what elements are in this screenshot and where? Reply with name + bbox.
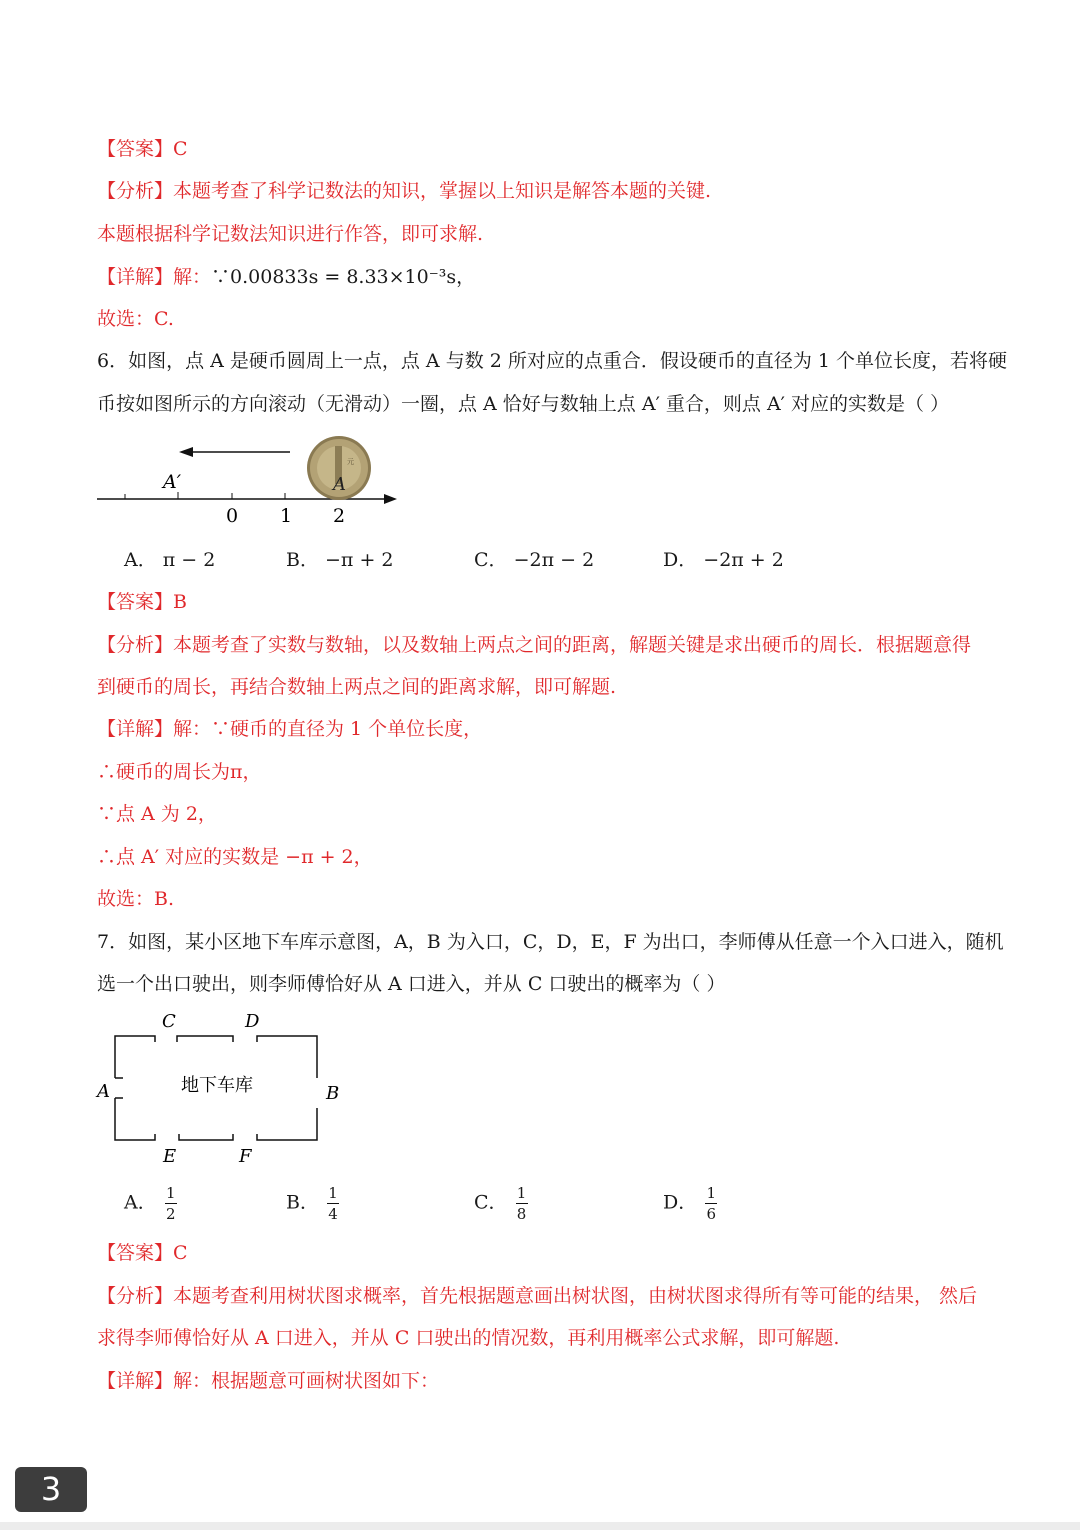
tick-label-0: 0	[226, 505, 239, 527]
q6-choice: 故选：B.	[97, 888, 175, 910]
q7-option-b-letter: B．	[286, 1191, 319, 1214]
numerator: 1	[706, 1184, 716, 1202]
wall-bottom-left	[115, 1098, 155, 1140]
q5-choice: 故选：C.	[97, 308, 174, 330]
q6-stem-line-1: 6．如图，点 A 是硬币圆周上一点，点 A 与数 2 所对应的点重合．假设硬币的直径为 1 个单位长度，若将硬	[97, 350, 1008, 372]
page-number-badge: 3	[15, 1467, 87, 1512]
q6-analysis-2: 到硬币的周长，再结合数轴上两点之间的距离求解，即可解题.	[97, 676, 617, 698]
q6-option-d: D． −2π + 2	[663, 549, 784, 571]
q7-option-c	[474, 1185, 528, 1222]
garage-label: 地下车库	[181, 1075, 253, 1096]
denominator: 2	[165, 1205, 176, 1223]
q7-analysis-2: 求得李师傅恰好从 A 口进入，并从 C 口驶出的情况数，再利用概率公式求解，即可解题.	[97, 1327, 840, 1349]
wall-bottom-right	[257, 1108, 317, 1140]
q6-stem-line-2: 币按如图所示的方向滚动（无滑动）一圈，点 A 恰好与数轴上点 A′ 重合，则点 A′ 对应的实数是（ ）	[97, 393, 950, 415]
exit-f-label: F	[239, 1146, 252, 1167]
q7-option-a-fraction	[165, 1185, 177, 1222]
wall-top-right	[257, 1036, 317, 1078]
svg-text:元: 元	[347, 458, 354, 466]
numerator: 1	[165, 1184, 176, 1202]
q7-option-b	[286, 1185, 339, 1222]
q6-number-line-figure	[95, 430, 405, 530]
exit-c-label: C	[162, 1011, 176, 1032]
q5-detail	[97, 264, 475, 290]
wall-top-left	[115, 1036, 155, 1078]
wall-top-middle	[177, 1036, 233, 1042]
q5-answer: 【答案】C	[97, 138, 188, 160]
wall-bottom-middle	[179, 1134, 233, 1140]
denominator: 6	[706, 1205, 716, 1223]
q7-option-b-fraction	[327, 1185, 339, 1222]
q7-answer: 【答案】C	[97, 1242, 188, 1264]
q7-option-d-letter: D．	[663, 1191, 698, 1214]
q7-option-c-letter: C．	[474, 1191, 508, 1214]
bottom-bar	[0, 1522, 1080, 1530]
q7-stem-line-2: 选一个出口驶出，则李师傅恰好从 A 口进入，并从 C 口驶出的概率为（ ）	[97, 973, 726, 995]
q6-detail-prefix: 【详解】解：	[97, 718, 212, 740]
q6-option-c: C． −2π − 2	[474, 549, 595, 571]
q7-option-a-letter: A．	[124, 1191, 157, 1214]
q7-garage-figure	[95, 1008, 355, 1168]
tick-label-2: 2	[333, 505, 346, 527]
q6-step-1: ∴硬币的周长为π，	[97, 761, 262, 783]
q7-option-a	[124, 1185, 177, 1222]
q7-option-d-fraction	[705, 1185, 717, 1222]
q7-stem-line-1: 7．如图，某小区地下车库示意图，A，B 为入口，C，D，E，F 为出口，李师傅从任意一个入口进入，随机	[97, 931, 1004, 953]
q7-detail: 【详解】解：根据题意可画树状图如下：	[97, 1370, 440, 1392]
tick-label-1: 1	[280, 505, 293, 527]
q6-analysis-1: 【分析】本题考查了实数与数轴，以及数轴上两点之间的距离，解题关键是求出硬币的周长．根据题意得	[97, 634, 972, 656]
axis-arrow-head	[384, 494, 397, 504]
entrance-a-label: A	[97, 1081, 110, 1102]
q5-analysis-2: 本题根据科学记数法知识进行作答，即可求解.	[97, 223, 484, 245]
q5-analysis: 【分析】本题考查了科学记数法的知识，掌握以上知识是解答本题的关键.	[97, 180, 712, 202]
denominator: 4	[328, 1205, 338, 1223]
direction-arrow-head	[179, 447, 193, 457]
q6-detail	[97, 716, 482, 742]
numerator: 1	[328, 1184, 338, 1202]
q7-option-d	[663, 1185, 717, 1222]
q5-detail-prefix: 【详解】解：	[97, 266, 212, 288]
q5-detail-math: ∵0.00833s = 8.33×10⁻³s，	[211, 266, 476, 288]
q6-step-3: ∴点 A′ 对应的实数是 −π + 2，	[97, 846, 373, 868]
denominator: 8	[516, 1205, 527, 1223]
q6-option-b: B． −π + 2	[286, 549, 394, 571]
q7-analysis-1: 【分析】本题考查利用树状图求概率，首先根据题意画出树状图，由树状图求得所有等可能的结果， 然后	[97, 1285, 978, 1307]
exit-d-label: D	[245, 1011, 260, 1032]
label-a: A	[333, 474, 346, 495]
q6-detail-rest: ∵硬币的直径为 1 个单位长度，	[211, 718, 483, 740]
entrance-b-label: B	[326, 1083, 340, 1104]
q7-option-c-fraction	[516, 1185, 528, 1222]
q6-option-a: A． π − 2	[124, 549, 216, 571]
q6-step-2: ∵点 A 为 2，	[97, 803, 217, 825]
numerator: 1	[516, 1184, 527, 1202]
q6-answer: 【答案】B	[97, 591, 187, 613]
label-a-prime: A′	[163, 471, 182, 493]
exit-e-label: E	[163, 1146, 177, 1167]
